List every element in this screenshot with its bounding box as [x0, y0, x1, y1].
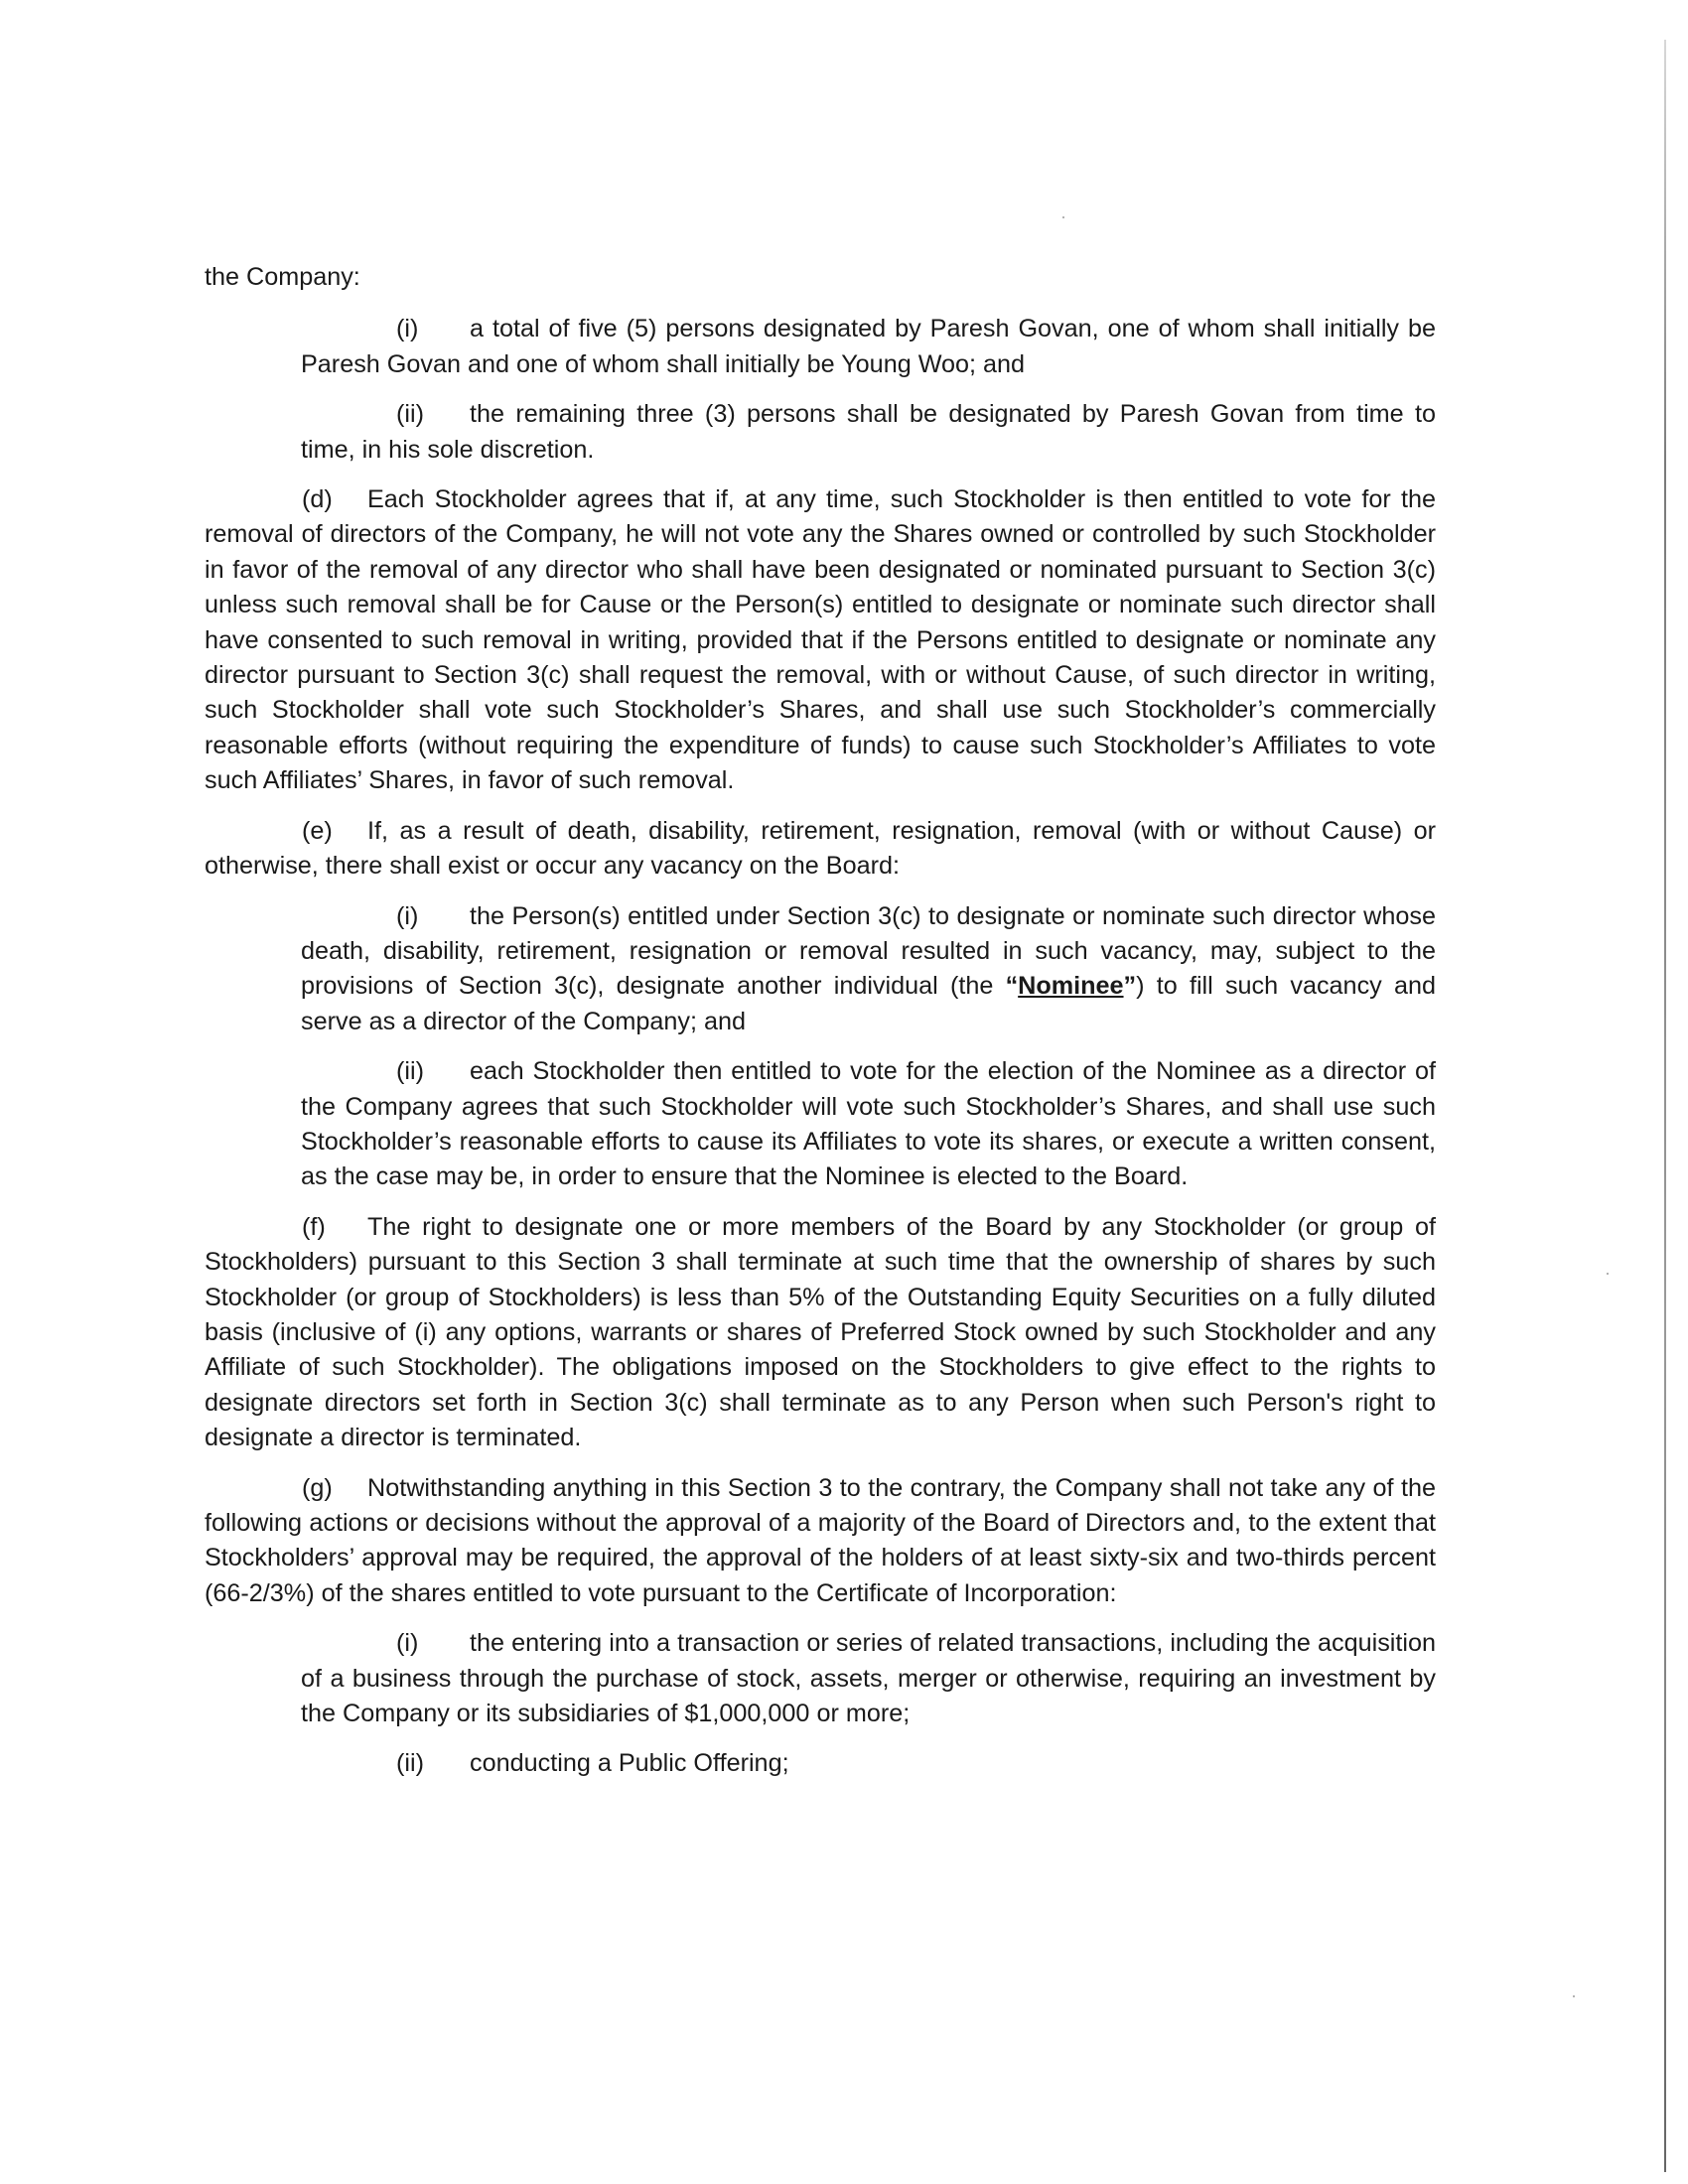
defined-term-nominee: “Nominee” [1005, 972, 1137, 1001]
clause-text: Notwithstanding anything in this Section 3 to the contrary, the Company shall not take any of the following actions or decisions without the approval of a majority of the Board of Directors and, to the extent that Stockholders’ approval may be required, the approval of the holders of at least sixty-six and two-thirds percent (66-2/3%) of the shares entitled to vote pursuant to the Certificate of Incorporation: [205, 1473, 1436, 1607]
clause-text: each Stockholder then entitled to vote for the election of the Nominee as a director of the Company agrees that such Stockholder will vote such Stockholder’s Shares, and shall use such Stockholder’s reasonable efforts to cause its Affiliates to vote its shares, or execute a written consent, as the case may be, in order to ensure that the Nominee is elected to the Board. [301, 1057, 1436, 1191]
clause-g-ii [301, 1746, 1436, 1781]
clause-d [205, 482, 1436, 799]
clause-e [205, 814, 1436, 885]
clause-text: the remaining three (3) persons shall be designated by Paresh Govan from time to time, in his sole discretion. [301, 400, 1436, 464]
clause-label: (ii) [396, 1749, 424, 1778]
scan-speck [1573, 1995, 1575, 1997]
clause-label: (ii) [396, 1057, 424, 1086]
clause-f [205, 1210, 1436, 1456]
document-body [205, 260, 1436, 1797]
clause-c-ii [301, 397, 1436, 468]
clause-label: (d) [302, 485, 333, 514]
clause-text: conducting a Public Offering; [470, 1749, 789, 1778]
clause-label: (i) [396, 315, 419, 343]
clause-e-i [301, 899, 1436, 1040]
clause-text: Each Stockholder agrees that if, at any time, such Stockholder is then entitled to vote for the removal of directors of the Company, he will not vote any the Shares owned or controlled by such Stockholder in favor of the removal of any director who shall have been designated or nominated pursuant to Section 3(c) unless such removal shall be for Cause or the Person(s) entitled to designate or nominate such director shall have consented to such removal in writing, provided that if the Persons entitled to designate or nominate any director pursuant to Section 3(c) shall request the removal, with or without Cause, of such director in writing, such Stockholder shall vote such Stockholder’s Shares, and shall use such Stockholder’s commercially reasonable efforts (without requiring the expenditure of funds) to cause such Stockholder’s Affiliates to vote such Affiliates’ Shares, in favor of such removal. [205, 485, 1436, 795]
clause-text: ) to fill such vacancy and serve as a director of the Company; and [301, 972, 1436, 1035]
clause-text: the Person(s) entitled under Section 3(c) to designate or nominate such director whose death, disability, retirement, resignation or removal resulted in such vacancy, may, subject to the provisions of Section 3(c), designate another individual (the [301, 901, 1436, 1001]
scanned-page-edge [1664, 40, 1666, 2172]
clause-label: (f) [302, 1212, 326, 1241]
clause-g [205, 1471, 1436, 1612]
clause-label: (e) [302, 816, 333, 845]
scan-speck [1607, 1273, 1609, 1275]
clause-label: (i) [396, 1629, 419, 1658]
scan-speck [1062, 216, 1064, 218]
clause-text: a total of five (5) persons designated by Paresh Govan, one of whom shall initially be Paresh Govan and one of whom shall initially be Young Woo; and [301, 315, 1436, 378]
clause-label: (i) [396, 901, 419, 930]
clause-label: (ii) [396, 400, 424, 429]
clause-g-i [301, 1626, 1436, 1731]
clause-e-ii [301, 1054, 1436, 1195]
defined-term-text: Nominee [1018, 972, 1124, 1001]
clause-label: (g) [302, 1473, 333, 1502]
clause-c-i [301, 312, 1436, 382]
opening-fragment: the Company: [205, 263, 360, 291]
clause-text: the entering into a transaction or series of related transactions, including the acquisition of a business through the purchase of stock, assets, merger or otherwise, requiring an investment by the Company or its subsidiaries of $1,000,000 or more; [301, 1629, 1436, 1728]
clause-text: The right to designate one or more members of the Board by any Stockholder (or group of Stockholders) pursuant to this Section 3 shall terminate at such time that the ownership of shares by such Stockholder (or group of Stockholders) is less than 5% of the Outstanding Equity Securities on a fully diluted basis (inclusive of (i) any options, warrants or shares of Preferred Stock owned by such Stockholder and any Affiliate of such Stockholder). The obligations imposed on the Stockholders to give effect to the rights to designate directors set forth in Section 3(c) shall terminate as to any Person when such Person's right to designate a director is terminated. [205, 1212, 1436, 1452]
clause-text: If, as a result of death, disability, retirement, resignation, removal (with or without Cause) or otherwise, there shall exist or occur any vacancy on the Board: [205, 816, 1436, 881]
